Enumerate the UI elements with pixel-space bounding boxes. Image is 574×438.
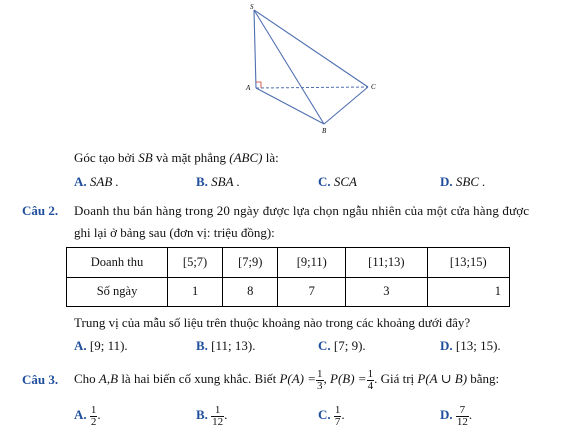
edge-ac-hidden — [256, 87, 368, 88]
table-cell: Số ngày — [67, 277, 168, 307]
q3-option-d[interactable]: D. $\frac{7}{12}$ . — [440, 403, 473, 428]
fraction: $\frac{1}{12}$ — [212, 403, 224, 428]
table-cell: 3 — [346, 277, 427, 307]
edge-bc — [324, 87, 368, 124]
table-cell: [5;7) — [168, 248, 223, 278]
q3-prompt: Cho A,B là hai biến cố xung khắc. Biết P(A) = $\frac{1}{3}$ , P(B) = $\frac{1}{4}$ . Giá trị P(A ∪ B) bằng: — [74, 367, 500, 392]
pyramid-figure — [240, 0, 390, 140]
table-cell: [13;15) — [427, 248, 509, 278]
table-cell: [9;11) — [278, 248, 346, 278]
q1-option-c[interactable]: C. SCA — [318, 174, 358, 189]
frequency-table — [66, 247, 510, 307]
q2-option-b[interactable]: B. [11; 13). — [196, 338, 256, 353]
fraction: $\frac{7}{12}$ — [456, 403, 468, 428]
q3-label: Câu 3. — [22, 372, 59, 387]
label-c: C — [371, 83, 376, 91]
table-cell: 8 — [223, 277, 278, 307]
q2-option-c[interactable]: C. [7; 9). — [318, 338, 366, 353]
q3-option-a[interactable]: A. $\frac{1}{2}$ . — [74, 403, 101, 428]
q1-option-d[interactable]: D. SBC . — [440, 174, 486, 189]
table-cell: 1 — [427, 277, 509, 307]
edge-sc — [254, 10, 368, 87]
q1-prompt: Góc tạo bởi SB và mặt phẳng (ABC) là: — [74, 150, 279, 165]
table-row-count — [67, 277, 510, 307]
q3-option-c[interactable]: C. $\frac{1}{7}$ . — [318, 403, 345, 428]
table-cell: [7;9) — [223, 248, 278, 278]
q2-option-d[interactable]: D. [13; 15). — [440, 338, 501, 353]
edge-sa — [254, 10, 256, 88]
label-a: A — [246, 84, 251, 92]
table-cell: 1 — [168, 277, 223, 307]
label-b: B — [322, 127, 327, 135]
fraction-pa: $\frac{1}{3}$ — [317, 367, 323, 392]
q2-question: Trung vị của mẫu số liệu trên thuộc khoảng nào trong các khoảng dưới đây? — [74, 315, 471, 330]
table-row-header — [67, 248, 510, 278]
q2-line2: ghi lại ở bảng sau (đơn vị: triệu đồng): — [74, 225, 275, 240]
table-cell: [11;13) — [346, 248, 427, 278]
table-cell: 7 — [278, 277, 346, 307]
q3-option-b[interactable]: B. $\frac{1}{12}$ . — [196, 403, 228, 428]
q2-line1: Doanh thu bán hàng trong 20 ngày được lựa chọn ngẫu nhiên của một cửa hàng được — [74, 203, 530, 218]
label-s: S — [250, 3, 254, 11]
q2-label: Câu 2. — [22, 203, 59, 218]
fraction-pb: $\frac{1}{4}$ — [367, 367, 374, 392]
q2-option-a[interactable]: A. [9; 11). — [74, 338, 128, 353]
right-angle-mark — [256, 82, 261, 88]
q1-option-b[interactable]: B. SBA . — [196, 174, 240, 189]
edge-ab — [256, 88, 324, 124]
edge-sb — [254, 10, 324, 124]
q1-option-a[interactable]: A. SAB . — [74, 174, 119, 189]
table-cell: Doanh thu — [67, 248, 168, 278]
fraction: $\frac{1}{7}$ — [334, 403, 341, 428]
fraction: $\frac{1}{2}$ — [90, 403, 97, 428]
